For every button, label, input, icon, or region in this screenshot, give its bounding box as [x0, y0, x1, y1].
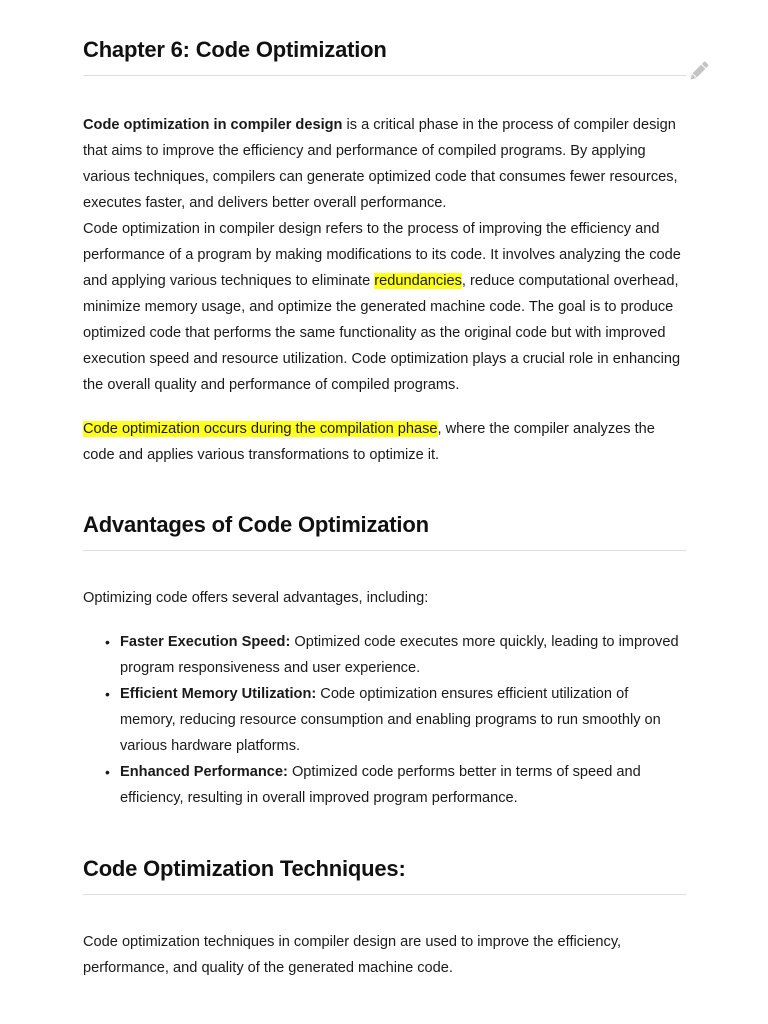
list-item-label: Efficient Memory Utilization:: [120, 686, 317, 702]
intro-paragraph-1-text: is a critical phase in the process of compiler design that aims to improve the efficiency and performance of compiled programs. By applying various techniques, compilers can generate optimized code that consumes fewer resources, executes faster, and delivers better overall performance.: [83, 117, 678, 211]
intro-paragraph-2: [83, 216, 686, 398]
list-item-label: Faster Execution Speed:: [120, 634, 291, 650]
highlight-redundancies: redundancies: [374, 273, 462, 289]
list-item: [83, 629, 686, 681]
bullet-marker: •: [105, 686, 110, 702]
intro-paragraph-1: [83, 112, 686, 216]
chapter-title: Chapter 6: Code Optimization: [83, 37, 387, 62]
highlight-compilation-phase: Code optimization occurs during the compilation phase: [83, 421, 438, 437]
pencil-icon[interactable]: [686, 58, 712, 84]
document-page: [83, 0, 686, 981]
list-item: [83, 759, 686, 811]
intro-paragraph-3-text: , where the compiler analyzes the code and applies various transformations to optimize it.: [83, 421, 655, 463]
bullet-marker: •: [105, 764, 110, 780]
list-item-label: Enhanced Performance:: [120, 764, 288, 780]
list-item-text: Code optimization ensures efficient utilization of memory, reducing resource consumption and enabling programs to run smoothly on various hardware platforms.: [120, 686, 661, 754]
advantages-heading: Advantages of Code Optimization: [83, 512, 429, 537]
list-item: [83, 681, 686, 759]
advantages-lead: Optimizing code offers several advantages, including:: [83, 590, 429, 606]
list-item-text: Optimized code performs better in terms of speed and efficiency, resulting in overall improved program performance.: [120, 764, 641, 806]
advantages-list: [83, 629, 686, 811]
list-item-text: Optimized code executes more quickly, leading to improved program responsiveness and user experience.: [120, 634, 679, 676]
intro-paragraph-2-text-a: Code optimization in compiler design refers to the process of improving the efficiency and performance of a program by making modifications to its code. It involves analyzing the code and applying various techniques to eliminate: [83, 221, 681, 289]
techniques-heading: Code Optimization Techniques:: [83, 856, 406, 881]
bullet-marker: •: [105, 634, 110, 650]
intro-paragraph-3: [83, 416, 686, 468]
intro-paragraph-2-text-b: , reduce computational overhead, minimize memory usage, and optimize the generated machine code. The goal is to produce optimized code that performs the same functionality as the original code but with improved execution speed and resource utilization. Code optimization plays a crucial role in enhancing the overall quality and performance of compiled programs.: [83, 273, 681, 393]
techniques-lead: Code optimization techniques in compiler design are used to improve the efficiency, performance, and quality of the generated machine code.: [83, 934, 622, 976]
intro-bold-term: Code optimization in compiler design: [83, 117, 343, 133]
